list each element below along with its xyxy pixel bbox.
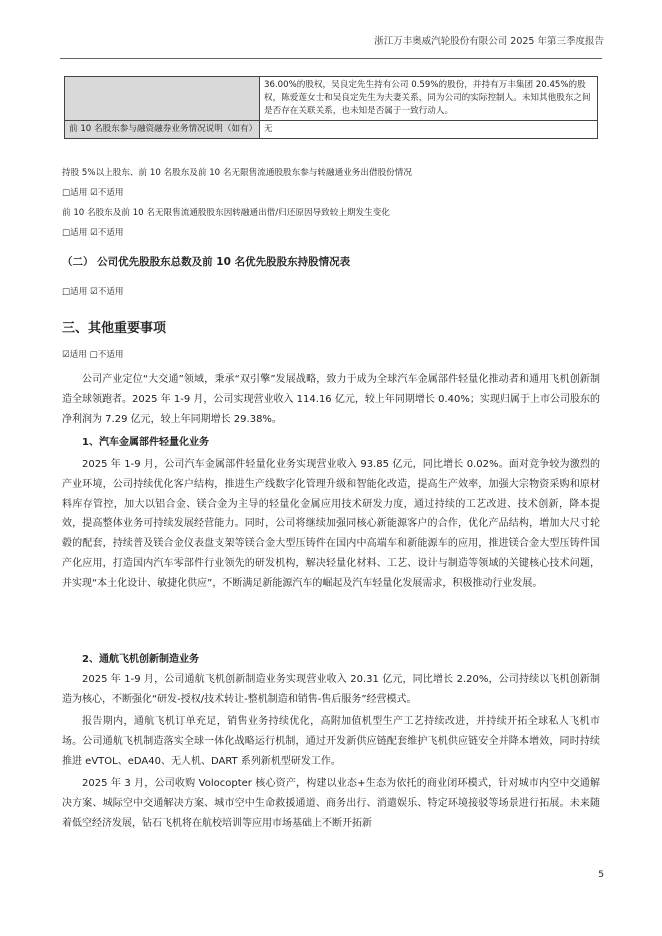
section-heading: 三、其他重要事项	[62, 321, 167, 336]
table-cell-value: 36.00%的股权，吴良定先生持有公司 0.59%的股份，并持有万丰集团 20.45%的股权，陈爱莲女士和吴良定先生为夫妻关系，同为公司的实际控制人。未知其他股东之间是否存在关联关系，也未知是否属于一致行动人。	[260, 77, 598, 121]
change-options: □适用 ☑不适用	[62, 228, 124, 238]
page-number: 5	[598, 870, 604, 880]
table-row	[65, 121, 598, 139]
subheading-auto-parts: 1、汽车金属部件轻量化业务	[82, 437, 209, 448]
paragraph-volocopter: 2025 年 3 月，公司收购 Volocopter 核心资产，构建以业态+生态为依托的商业闭环模式，针对城市内空中交通解决方案、城际空中交通解决方案、城市空中生命救援通道、商务出行、消遣娱乐、特定环境接驳等场景进行拓展。未来随着低空经济发展，钻石飞机将在航校培训等应用市场基础上不断开拓新	[62, 778, 600, 829]
preferred-shareholders-heading: （二） 公司优先股股东总数及前 10 名优先股股东持股情况表	[62, 256, 351, 268]
section-options: ☑适用 □不适用	[62, 350, 124, 360]
table-row	[65, 77, 598, 121]
subheading-aircraft: 2、通航飞机创新制造业务	[82, 654, 199, 665]
paragraph-auto-parts: 2025 年 1-9 月，公司汽车金属部件轻量化业务实现营业收入 93.85 亿元，同比增长 0.02%。面对竞争较为激烈的产业环境，公司持续优化客户结构，推进生产线数字化管理升级和智能化改造，提高生产效率，加强大宗物资采购和原材料库存管控，加大以铝合金、镁合金为主导的轻量化金属应用技术研发力度，通过持续的工艺改进、技术创新，降本提效，提高整体业务可持续发展经营能力。同时，公司将继续加强同核心新能源客户的合作，优化产品结构，增加大尺寸轮毂的配套，持续普及镁合金仪表盘支架等镁合金大型压铸件在国内中高端车和新能源车的应用，推进镁合金大型压铸件国产化应用，打造国内汽车零部件行业领先的研发机构，解决轻量化材料、工艺、设计与制造等领域的关键核心技术问题，并实现“本土化设计、敏捷化供应”，不断满足新能源汽车的崛起及汽车轻量化发展需求，积极推动行业发展。	[62, 459, 600, 589]
report-header: 浙江万丰奥威汽轮股份有限公司 2025 年第三季度报告	[374, 36, 604, 47]
table-cell-value: 无	[260, 121, 598, 139]
paragraph-aircraft-revenue: 2025 年 1-9 月，公司通航飞机创新制造业务实现营业收入 20.31 亿元，同比增长 2.20%，公司持续以飞机创新制造为核心，不断强化“研发-授权/技术转让-整机制造和销售-售后服务”经营模式。	[62, 674, 600, 705]
shareholder-table	[64, 76, 598, 139]
table-cell-label	[65, 77, 260, 121]
paragraph-overview: 公司产业定位“大交通”领域，秉承“双引擎”发展战略，致力于成为全球汽车金属部件轻量化推动者和通用飞机创新制造全球领跑者。2025 年 1-9 月，公司实现营业收入 114.16 亿元，较上年同期增长 0.40%；实现归属于上市公司股东的净利润为 7.29 亿元，较上年同期增长 29.38%。	[62, 374, 600, 425]
lending-options: □适用 ☑不适用	[62, 188, 124, 198]
header-divider	[60, 58, 602, 59]
change-note: 前 10 名股东及前 10 名无限售流通股股东因转融通出借/归还原因导致较上期发生变化	[62, 208, 390, 218]
preferred-options: □适用 ☑不适用	[62, 287, 124, 297]
paragraph-aircraft-orders: 报告期内，通航飞机订单充足，销售业务持续优化，高附加值机型生产工艺持续改进，并持续开拓全球私人飞机市场。公司通航飞机制造落实全球一体化战略运行机制，通过开发新供应链配套维护飞机供应链安全并降本增效，同时持续推进 eVTOL、eDA40、无人机、DART 系列新机型研发工作。	[62, 716, 600, 767]
table-cell-label: 前 10 名股东参与融资融券业务情况说明（如有）	[65, 121, 260, 139]
lending-note: 持股 5%以上股东、前 10 名股东及前 10 名无限售流通股股东参与转融通业务出借股份情况	[62, 168, 412, 178]
